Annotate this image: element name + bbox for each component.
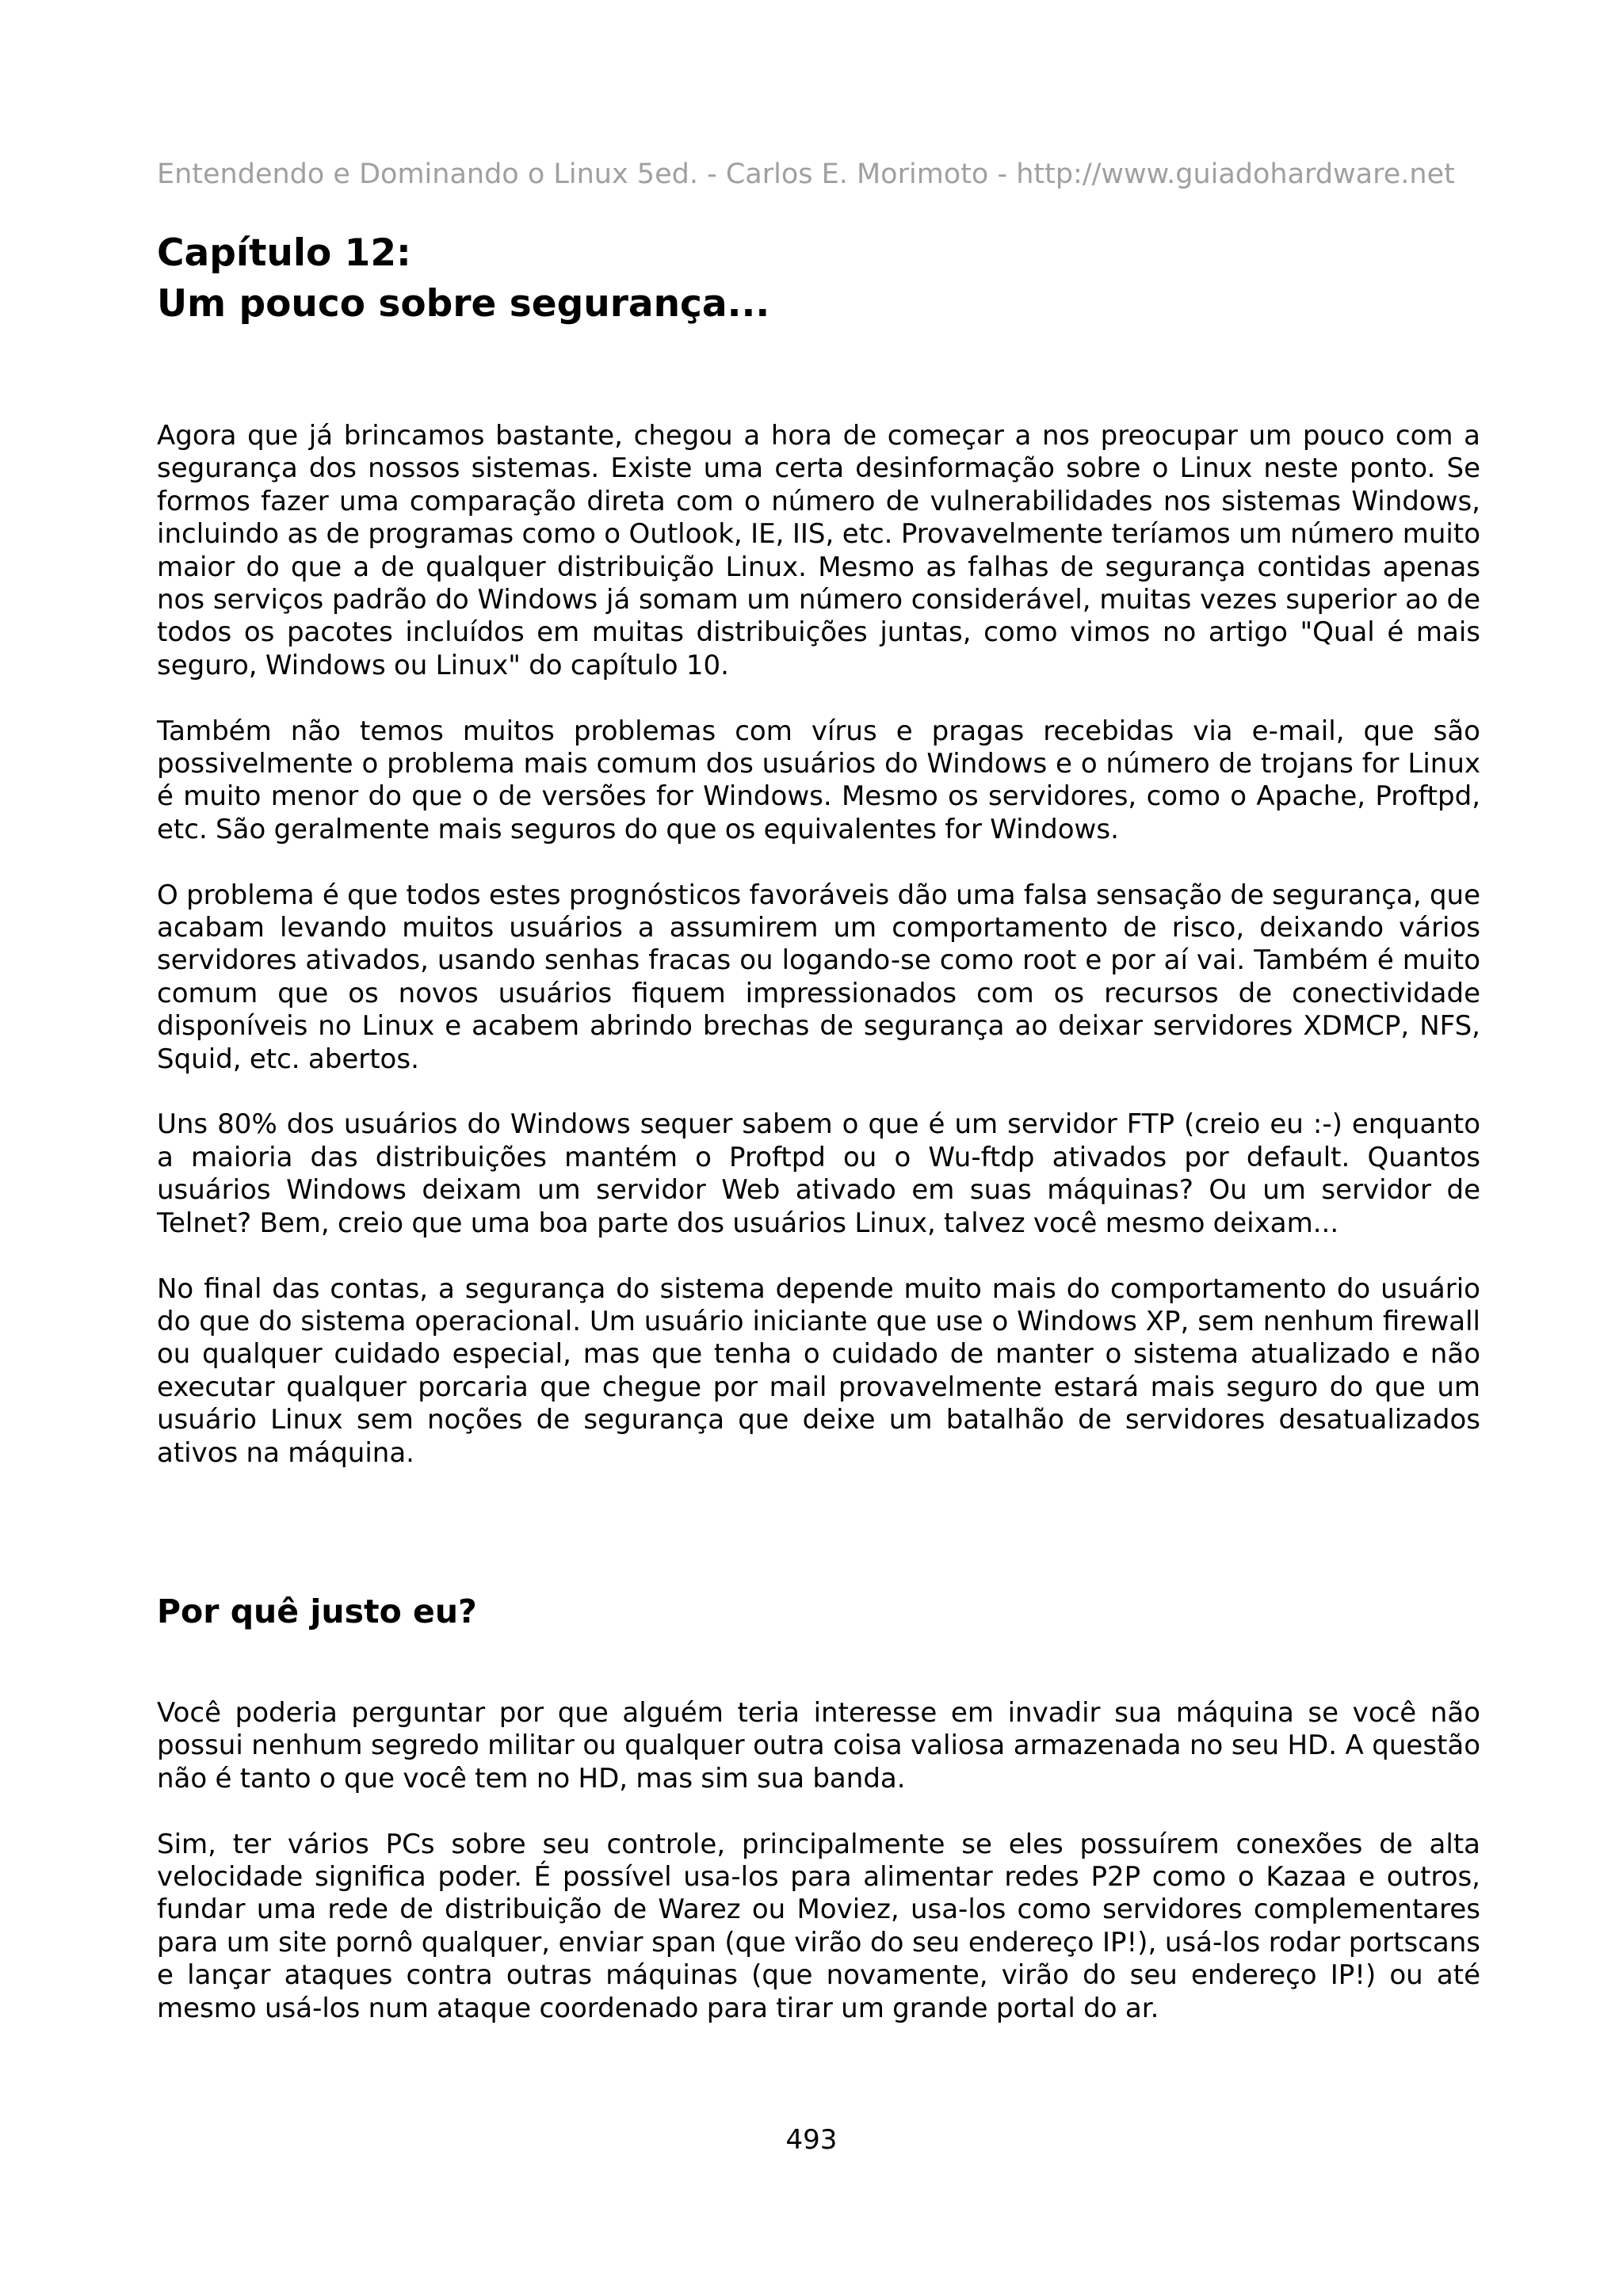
paragraph: Uns 80% dos usuários do Windows sequer sabem o que é um servidor FTP (creio eu :-) enquanto a maioria das distribuições mantém o Proftpd ou o Wu-ftdp ativados por default. Quantos usuários Windows deixam um servidor Web ativado em suas máquinas? Ou um servidor de Telnet? Bem, creio que uma boa parte dos usuários Linux, talvez você mesmo deixam... xyxy=(157,1108,1480,1239)
chapter-number: Capítulo 12: xyxy=(157,231,411,275)
paragraph: No final das contas, a segurança do sistema depende muito mais do comportamento do usuário do que do sistema operacional. Um usuário iniciante que use o Windows XP, sem nenhum firewall ou qualquer cuidado especial, mas que tenha o cuidado de manter o sistema atualizado e não executar qualquer porcaria que chegue por mail provavelmente estará mais seguro do que um usuário Linux sem noções de segurança que deixe um batalhão de servidores desatualizados ativos na máquina. xyxy=(157,1272,1480,1469)
paragraph: Também não temos muitos problemas com vírus e pragas recebidas via e-mail, que são possivelmente o problema mais comum dos usuários do Windows e o número de trojans for Linux é muito menor do que o de versões for Windows. Mesmo os servidores, como o Apache, Proftpd, etc. São geralmente mais seguros do que os equivalentes for Windows. xyxy=(157,715,1480,845)
paragraph: Agora que já brincamos bastante, chegou a hora de começar a nos preocupar um pouco com a segurança dos nossos sistemas. Existe uma certa desinformação sobre o Linux neste ponto. Se formos fazer uma comparação direta com o número de vulnerabilidades nos sistemas Windows, incluindo as de programas como o Outlook, IE, IIS, etc. Provavelmente teríamos um número muito maior do que a de qualquer distribuição Linux. Mesmo as falhas de segurança contidas apenas nos serviços padrão do Windows já somam um número considerável, muitas vezes superior ao de todos os pacotes incluídos em muitas distribuições juntas, como vimos no artigo "Qual é mais seguro, Windows ou Linux" do capítulo 10. xyxy=(157,420,1480,681)
chapter-intro-body xyxy=(157,420,1480,1470)
chapter-name: Um pouco sobre segurança... xyxy=(157,282,770,326)
page-number: 493 xyxy=(785,2124,838,2156)
paragraph: O problema é que todos estes prognósticos favoráveis dão uma falsa sensação de segurança, que acabam levando muitos usuários a assumirem um comportamento de risco, deixando vários servidores ativados, usando senhas fracas ou logando-se como root e por aí vai. Também é muito comum que os novos usuários fiquem impressionados com os recursos de conectividade disponíveis no Linux e acabem abrindo brechas de segurança ao deixar servidores XDMCP, NFS, Squid, etc. abertos. xyxy=(157,879,1480,1075)
paragraph: Sim, ter vários PCs sobre seu controle, principalmente se eles possuírem conexões de alta velocidade significa poder. É possível usa-los para alimentar redes P2P como o Kazaa e outros, fundar uma rede de distribuição de Warez ou Moviez, usa-los como servidores complementares para um site pornô qualquer, enviar span (que virão do seu endereço IP!), usá-los rodar portscans e lançar ataques contra outras máquinas (que novamente, virão do seu endereço IP!) ou até mesmo usá-los num ataque coordenado para tirar um grande portal do ar. xyxy=(157,1828,1480,2024)
chapter-title xyxy=(157,228,1480,330)
section-heading: Por quê justo eu? xyxy=(157,1592,477,1630)
section-body xyxy=(157,1697,1480,2025)
paragraph: Você poderia perguntar por que alguém teria interesse em invadir sua máquina se você não possui nenhum segredo militar ou qualquer outra coisa valiosa armazenada no seu HD. A questão não é tanto o que você tem no HD, mas sim sua banda. xyxy=(157,1697,1480,1794)
running-header: Entendendo e Dominando o Linux 5ed. - Carlos E. Morimoto - http://www.guiadohardware.net xyxy=(157,158,1455,190)
